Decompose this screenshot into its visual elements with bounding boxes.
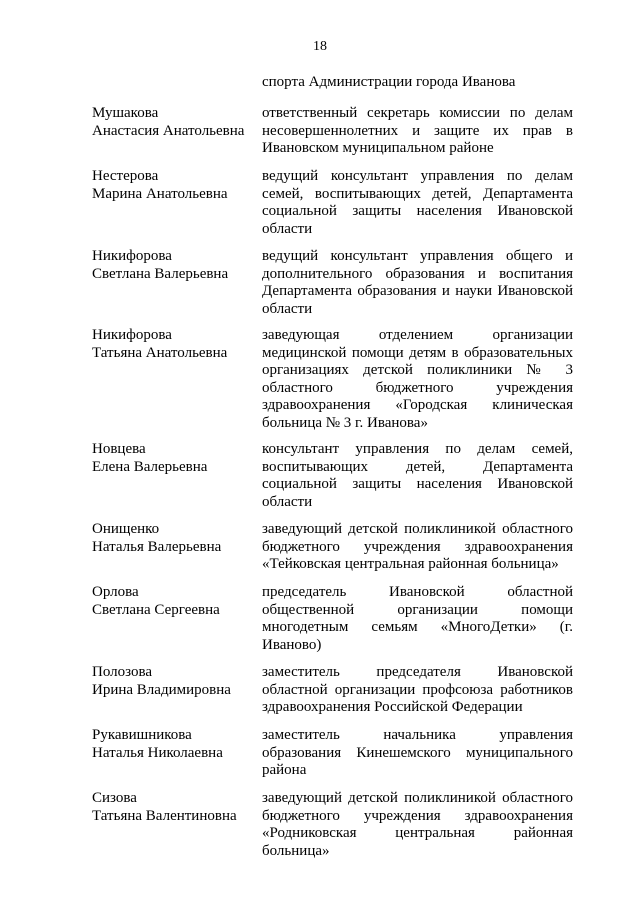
page-number: 18 xyxy=(313,39,327,54)
continued-role-text: спорта Администрации города Иванова xyxy=(262,74,516,90)
member-surname: Новцева xyxy=(92,441,146,457)
member-role: председатель Ивановской областной общественной организации помощи многодетным семьям «МногоДетки» (г. Иваново) xyxy=(262,584,573,653)
member-name xyxy=(92,521,257,556)
member-given-names: Ирина Владимировна xyxy=(92,681,231,698)
member-given-names: Елена Валерьевна xyxy=(92,458,208,475)
member-given-names: Светлана Сергеевна xyxy=(92,601,220,618)
member-role: ведущий консультант управления по делам семей, воспитывающих детей, Департамента социальной защиты населения Ивановской области xyxy=(262,168,573,237)
member-given-names: Анастасия Анатольевна xyxy=(92,122,245,139)
member-role: ведущий консультант управления общего и дополнительного образования и воспитания Департамента образования и науки Ивановской области xyxy=(262,248,573,317)
member-role: заместитель председателя Ивановской областной организации профсоюза работников здравоохранения Российской Федерации xyxy=(262,664,573,715)
member-name xyxy=(92,664,257,699)
member-given-names: Марина Анатольевна xyxy=(92,185,228,202)
member-given-names: Наталья Николаевна xyxy=(92,744,223,761)
member-given-names: Наталья Валерьевна xyxy=(92,538,222,555)
member-role: ответственный секретарь комиссии по делам несовершеннолетних и защите их прав в Ивановском муниципальном районе xyxy=(262,105,573,156)
member-name xyxy=(92,727,257,762)
member-name xyxy=(92,327,257,362)
member-given-names: Татьяна Валентиновна xyxy=(92,807,237,824)
member-name xyxy=(92,168,257,203)
member-surname: Орлова xyxy=(92,584,139,600)
member-role: заведующая отделением организации медицинской помощи детям в образовательных организациях детской поликлиники № 3 областного бюджетного учреждения здравоохранения «Городская клиническая больница № 3 г. Иванова» xyxy=(262,327,573,431)
member-surname: Сизова xyxy=(92,790,137,806)
member-surname: Никифорова xyxy=(92,248,172,264)
member-role: заместитель начальника управления образования Кинешемского муниципального района xyxy=(262,727,573,778)
member-role: заведующий детской поликлиникой областного бюджетного учреждения здравоохранения «Тейковская центральная районная больница» xyxy=(262,521,573,572)
member-name xyxy=(92,248,257,283)
member-surname: Никифорова xyxy=(92,327,172,343)
member-name xyxy=(92,790,257,825)
member-given-names: Светлана Валерьевна xyxy=(92,265,229,282)
member-surname: Мушакова xyxy=(92,105,159,121)
member-surname: Онищенко xyxy=(92,521,160,537)
member-given-names: Татьяна Анатольевна xyxy=(92,344,228,361)
member-name xyxy=(92,584,257,619)
member-surname: Нестерова xyxy=(92,168,159,184)
member-role: консультант управления по делам семей, воспитывающих детей, Департамента социальной защиты населения Ивановской области xyxy=(262,441,573,510)
member-name xyxy=(92,441,257,476)
member-surname: Рукавишникова xyxy=(92,727,192,743)
member-surname: Полозова xyxy=(92,664,152,680)
member-name xyxy=(92,105,257,140)
member-role: заведующий детской поликлиникой областного бюджетного учреждения здравоохранения «Родниковская центральная районная больница» xyxy=(262,790,573,859)
